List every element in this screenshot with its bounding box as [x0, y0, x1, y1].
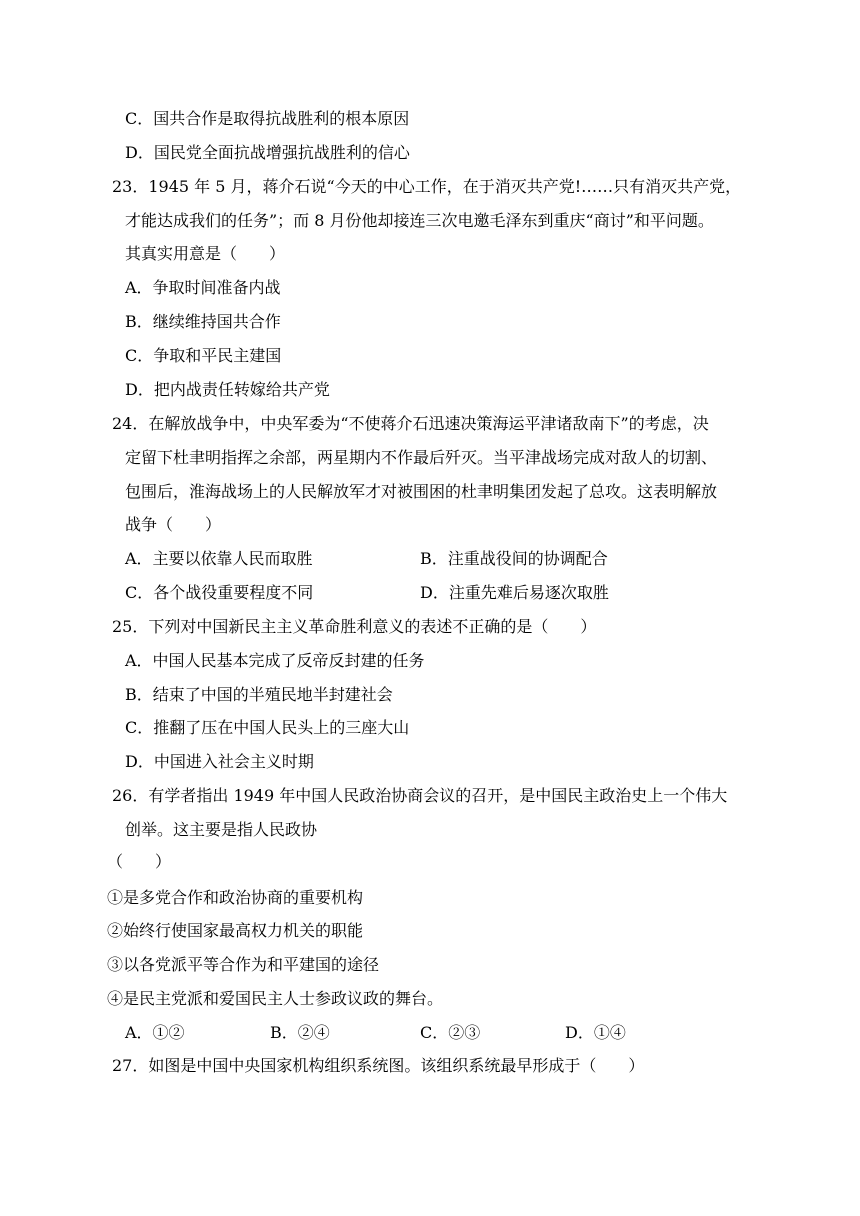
q26-option-c: C．②③: [420, 1023, 481, 1042]
q25-option-b: B．结束了中国的半殖民地半封建社会: [125, 685, 393, 704]
q26-stem-line-2: 创举。这主要是指人民政协: [125, 820, 318, 839]
q24-stem-line-1: 24．在解放战争中，中央军委为“不使蒋介石迅速决策海运平津诸敌南下”的考虑，决: [112, 414, 709, 433]
q25-option-c: C．推翻了压在中国人民头上的三座大山: [125, 718, 410, 737]
q23-stem-line-3: 其真实用意是（ ）: [125, 244, 286, 263]
q26-item-2: ②始终行使国家最高权力机关的职能: [107, 921, 364, 940]
q24-stem-line-2: 定留下杜聿明指挥之余部，两星期内不作最后歼灭。当平津战场完成对敌人的切割、: [125, 448, 718, 467]
q23-stem-line-1: 23．1945 年 5 月，蒋介石说“今天的中心工作，在于消灭共产党!……只有消灭共产党，: [112, 177, 742, 196]
q24-option-c: C．各个战役重要程度不同: [125, 583, 314, 602]
q26-option-a: A．①②: [125, 1023, 185, 1042]
q26-option-d: D．①④: [565, 1023, 626, 1042]
q26-stem-line-3: （ ）: [107, 852, 172, 871]
q26-item-3: ③以各党派平等合作为和平建国的途径: [107, 955, 380, 974]
q23-option-b: B．继续维持国共合作: [125, 312, 281, 331]
q27-stem-line-1: 27．如图是中国中央国家机构组织系统图。该组织系统最早形成于（ ）: [112, 1056, 645, 1075]
q26-item-4: ④是民主党派和爱国民主人士参政议政的舞台。: [107, 989, 444, 1008]
q25-option-d: D．中国进入社会主义时期: [125, 752, 314, 771]
q24-option-d: D．注重先难后易逐次取胜: [420, 583, 609, 602]
q23-option-c: C．争取和平民主建国: [125, 346, 282, 365]
q23-stem-line-2: 才能达成我们的任务”；而 8 月份他却接连三次电邀毛泽东到重庆“商讨”和平问题。: [125, 211, 714, 230]
q22-option-d: D．国民党全面抗战增强抗战胜利的信心: [125, 143, 410, 162]
q24-option-b: B．注重战役间的协调配合: [420, 549, 608, 568]
q24-option-a: A．主要以依靠人民而取胜: [125, 549, 313, 568]
q25-stem-line-1: 25．下列对中国新民主主义革命胜利意义的表述不正确的是（ ）: [112, 617, 597, 636]
q26-option-b: B．②④: [270, 1023, 330, 1042]
q26-stem-line-1: 26．有学者指出 1949 年中国人民政治协商会议的召开，是中国民主政治史上一个伟大: [112, 786, 728, 805]
q25-option-a: A．中国人民基本完成了反帝反封建的任务: [125, 651, 425, 670]
q24-stem-line-4: 战争（ ）: [125, 515, 222, 534]
q24-stem-line-3: 包围后，淮海战场上的人民解放军才对被围困的杜聿明集团发起了总攻。这表明解放: [125, 482, 718, 501]
q22-option-c: C．国共合作是取得抗战胜利的根本原因: [125, 109, 410, 128]
q26-item-1: ①是多党合作和政治协商的重要机构: [107, 888, 364, 907]
q23-option-d: D．把内战责任转嫁给共产党: [125, 380, 330, 399]
q23-option-a: A．争取时间准备内战: [125, 278, 281, 297]
